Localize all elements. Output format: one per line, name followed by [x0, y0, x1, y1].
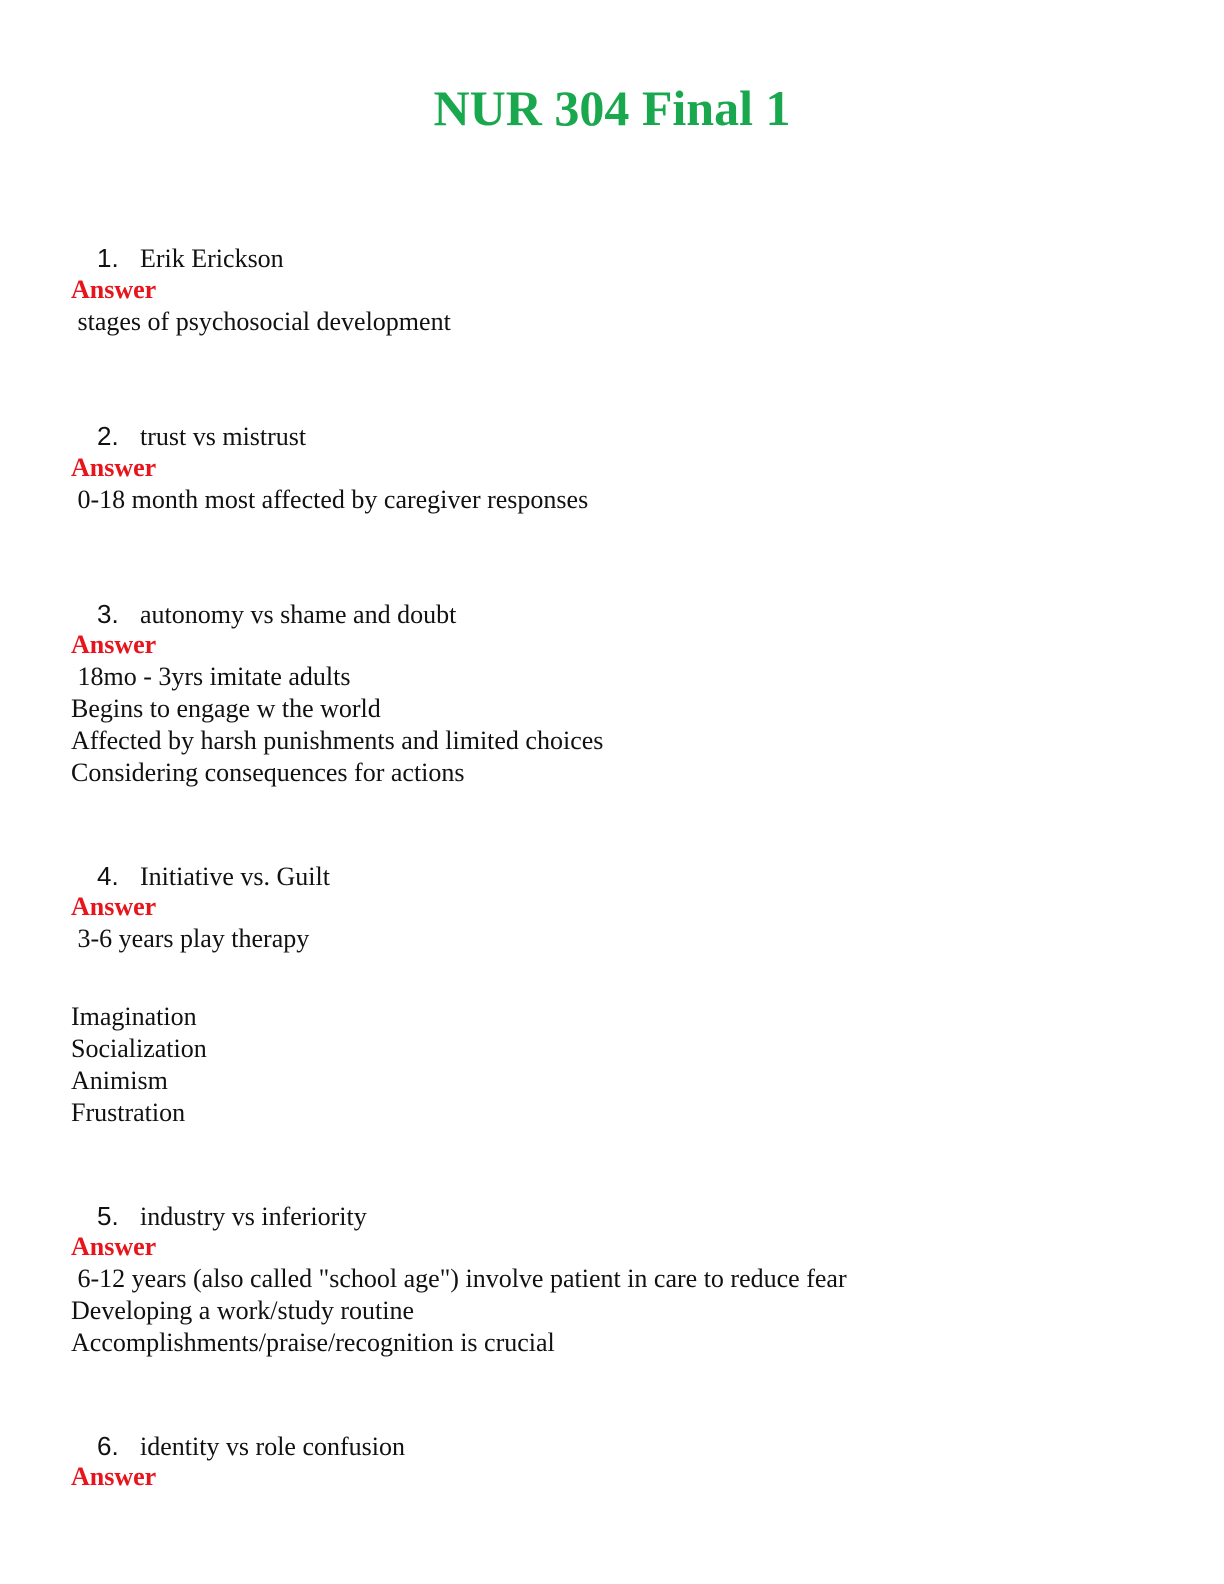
- answer-label: Answer: [71, 630, 157, 659]
- question-prompt: Erik Erickson: [140, 244, 284, 273]
- answer-line: 18mo - 3yrs imitate adults: [71, 662, 351, 691]
- answer-line: stages of psychosocial development: [71, 307, 451, 336]
- question-prompt: autonomy vs shame and doubt: [140, 600, 457, 629]
- answer-line: Developing a work/study routine: [71, 1296, 414, 1325]
- answer-label: Answer: [71, 1232, 157, 1261]
- answer-line: 3-6 years play therapy: [71, 924, 310, 953]
- answer-label: Answer: [71, 275, 157, 304]
- question-number: 1.: [97, 243, 119, 273]
- question-number: 2.: [97, 421, 119, 451]
- question-prompt: Initiative vs. Guilt: [140, 862, 330, 891]
- answer-line: Begins to engage w the world: [71, 694, 381, 723]
- question-prompt: identity vs role confusion: [140, 1432, 406, 1461]
- answer-line: Socialization: [71, 1034, 207, 1063]
- question-number: 4.: [97, 861, 119, 891]
- answer-line: Affected by harsh punishments and limited choices: [71, 726, 604, 755]
- answer-line: Considering consequences for actions: [71, 758, 465, 787]
- question-number: 3.: [97, 599, 119, 629]
- answer-line: Animism: [71, 1066, 168, 1095]
- answer-line: 6-12 years (also called "school age") involve patient in care to reduce fear: [71, 1264, 847, 1293]
- answer-label: Answer: [71, 892, 157, 921]
- answer-line: Imagination: [71, 1002, 197, 1031]
- question-number: 6.: [97, 1431, 119, 1461]
- question-prompt: trust vs mistrust: [140, 422, 307, 451]
- answer-label: Answer: [71, 453, 157, 482]
- page-title: NUR 304 Final 1: [433, 80, 791, 136]
- answer-label: Answer: [71, 1462, 157, 1491]
- question-prompt: industry vs inferiority: [140, 1202, 367, 1231]
- question-number: 5.: [97, 1201, 119, 1231]
- answer-line: Accomplishments/praise/recognition is crucial: [71, 1328, 555, 1357]
- answer-line: Frustration: [71, 1098, 186, 1127]
- answer-line: 0-18 month most affected by caregiver responses: [71, 485, 589, 514]
